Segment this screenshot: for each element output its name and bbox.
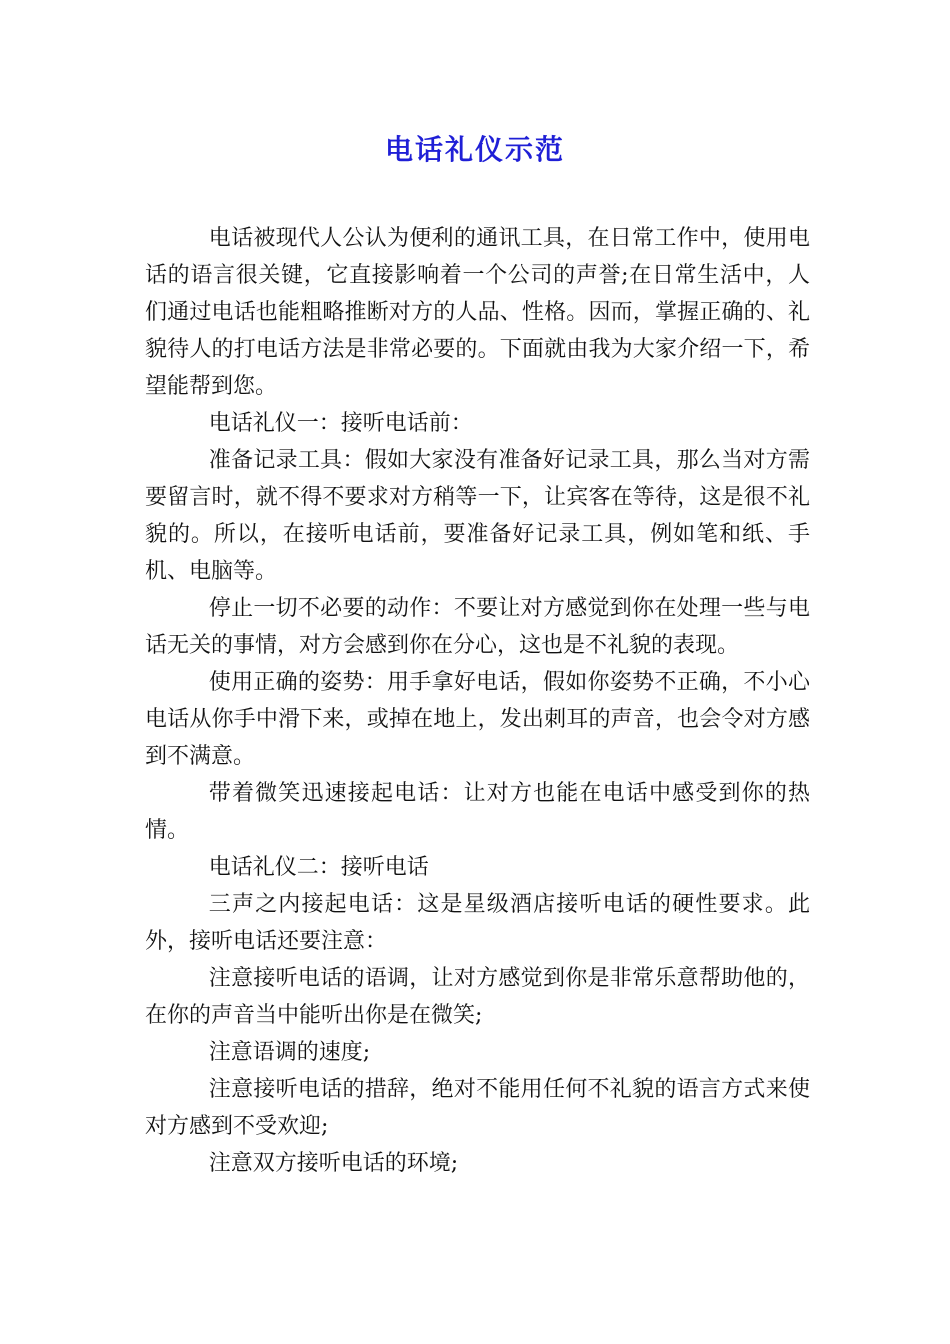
section-heading-before-answering: 电话礼仪一：接听电话前： — [208, 411, 473, 436]
paragraph-prepare-recording-tools: 准备记录工具：假如大家没有准备好记录工具，那么当对方需要留言时，就不得不要求对方稍等一下，让宾客在等待，这是很不礼貌的。所以，在接听电话前，要准备好记录工具，例如笔和纸、手机、电脑等。 — [145, 448, 810, 584]
paragraph-stop-unnecessary-actions: 停止一切不必要的动作：不要让对方感觉到你在处理一些与电话无关的事情，对方会感到你在分心，这也是不礼貌的表现。 — [145, 596, 810, 658]
paragraph-three-rings: 三声之内接起电话：这是星级酒店接听电话的硬性要求。此外，接听电话还要注意： — [145, 892, 810, 954]
paragraph-smile-answer-quickly: 带着微笑迅速接起电话：让对方也能在电话中感受到你的热情。 — [145, 781, 810, 843]
paragraph-correct-posture: 使用正确的姿势：用手拿好电话，假如你姿势不正确，不小心电话从你手中滑下来，或掉在地上，发出刺耳的声音，也会令对方感到不满意。 — [145, 670, 810, 769]
document-body — [145, 220, 810, 1182]
paragraph-environment: 注意双方接听电话的环境; — [208, 1151, 459, 1176]
document-title: 电话礼仪示范 — [384, 133, 565, 166]
paragraph-tone: 注意接听电话的语调，让对方感觉到你是非常乐意帮助他的，在你的声音当中能听出你是在微笑; — [145, 966, 810, 1028]
paragraph-intro: 电话被现代人公认为便利的通讯工具，在日常工作中，使用电话的语言很关键，它直接影响着一个公司的声誉;在日常生活中，人们通过电话也能粗略推断对方的人品、性格。因而，掌握正确的、礼貌待人的打电话方法是非常必要的。下面就由我为大家介绍一下，希望能帮到您。 — [145, 226, 810, 399]
paragraph-wording: 注意接听电话的措辞，绝对不能用任何不礼貌的语言方式来使对方感到不受欢迎; — [145, 1077, 810, 1139]
section-heading-answering: 电话礼仪二：接听电话 — [208, 855, 429, 880]
paragraph-speed: 注意语调的速度; — [208, 1040, 371, 1065]
